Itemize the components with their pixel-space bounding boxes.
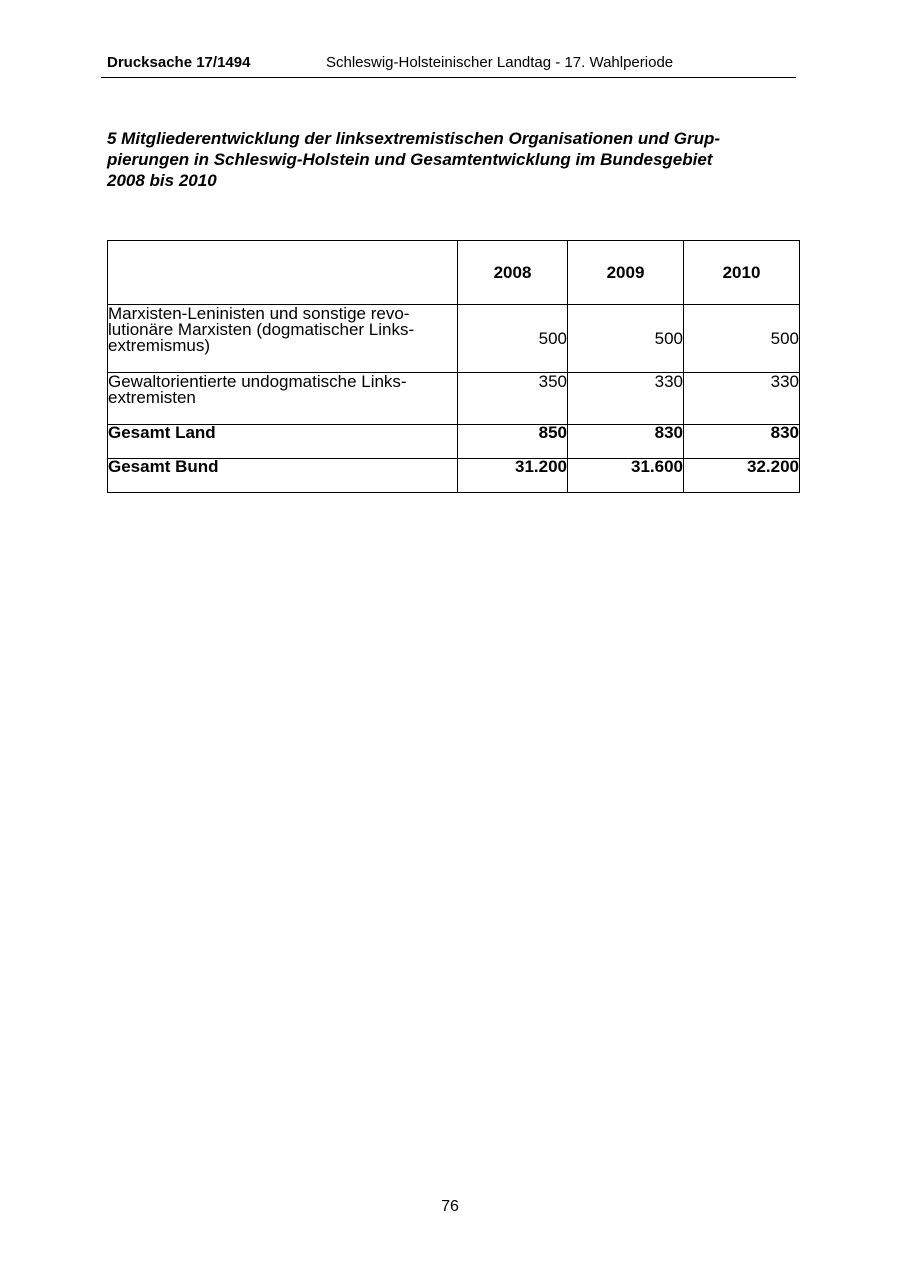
table-row-total-land (108, 425, 800, 459)
cell-2009: 500 (568, 305, 684, 373)
column-header-empty (108, 241, 458, 305)
column-header-2008: 2008 (458, 241, 568, 305)
cell-2009: 830 (568, 425, 684, 459)
membership-table (107, 240, 800, 493)
page-number: 76 (441, 1198, 459, 1215)
cell-2008: 31.200 (458, 459, 568, 493)
row-label-line: Marxisten-Leninisten und sonstige revo- (108, 304, 410, 323)
section-title-line: pierungen in Schleswig-Holstein und Gesamtentwicklung im Bundesgebiet (107, 150, 713, 169)
cell-2009: 330 (568, 373, 684, 425)
row-label (108, 305, 458, 373)
row-label-line: extremisten (108, 388, 196, 407)
document-number: Drucksache 17/1494 (107, 54, 251, 71)
table-header-row (108, 241, 800, 305)
cell-2010: 32.200 (684, 459, 800, 493)
section-title-line: 2008 bis 2010 (107, 171, 217, 190)
cell-2010: 830 (684, 425, 800, 459)
cell-2010: 330 (684, 373, 800, 425)
row-label: Gesamt Land (108, 425, 458, 459)
section-title (107, 128, 787, 191)
column-header-2009: 2009 (568, 241, 684, 305)
row-label-line: Gewaltorientierte undogmatische Links- (108, 372, 407, 391)
row-label-line: extremismus) (108, 336, 211, 355)
cell-2009: 31.600 (568, 459, 684, 493)
page-header (101, 52, 796, 78)
cell-2010: 500 (684, 305, 800, 373)
table-row (108, 305, 800, 373)
row-label-line: lutionäre Marxisten (dogmatischer Links- (108, 320, 415, 339)
cell-2008: 350 (458, 373, 568, 425)
cell-2008: 850 (458, 425, 568, 459)
column-header-2010: 2010 (684, 241, 800, 305)
cell-2008: 500 (458, 305, 568, 373)
section-title-line: 5 Mitgliederentwicklung der linksextremistischen Organisationen und Grup- (107, 129, 721, 148)
table-row (108, 373, 800, 425)
parliament-title: Schleswig-Holsteinischer Landtag - 17. Wahlperiode (326, 54, 674, 71)
table-row-total-bund (108, 459, 800, 493)
row-label (108, 373, 458, 425)
row-label: Gesamt Bund (108, 459, 458, 493)
